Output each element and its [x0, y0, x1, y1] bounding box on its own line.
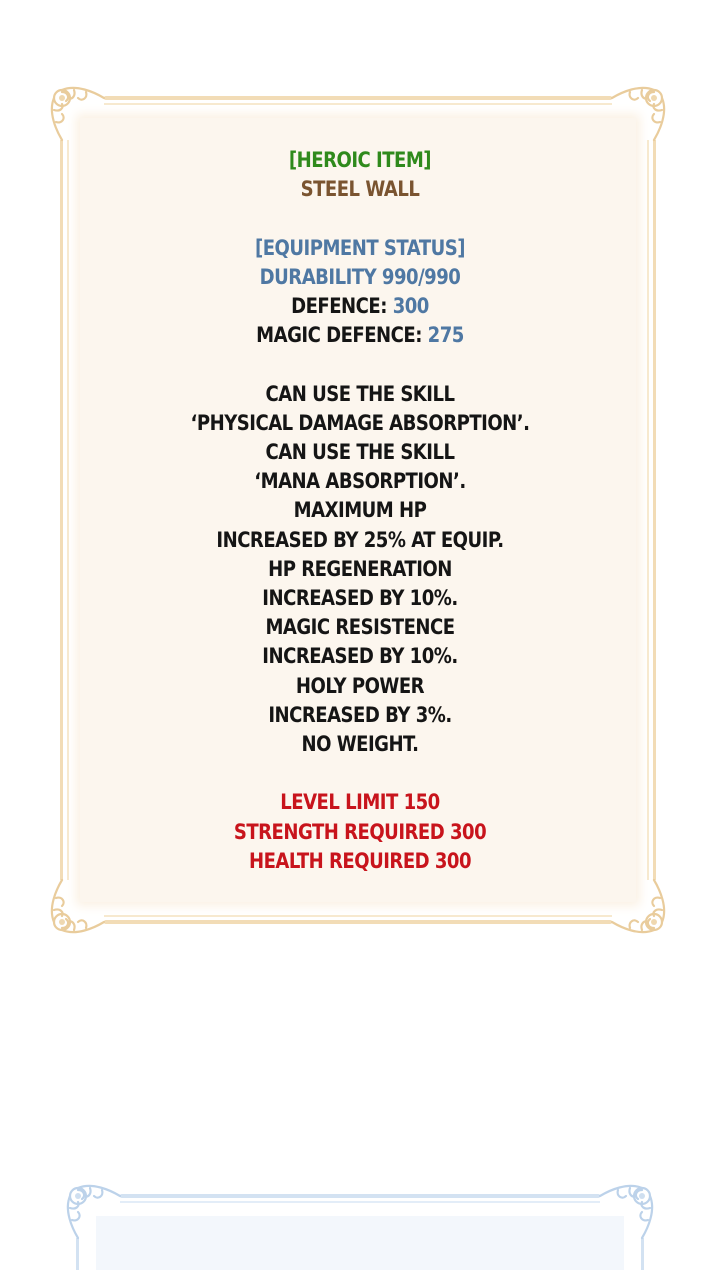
spacer — [119, 350, 601, 379]
effect-line: INCREASED BY 10%. — [262, 644, 458, 669]
effect-line: CAN USE THE SKILL — [265, 440, 455, 464]
frame-border-top-inner — [120, 1201, 600, 1203]
magic-defence-label: MAGIC DEFENCE: — [256, 323, 422, 348]
requirement-line: HEALTH REQUIRED 300 — [248, 848, 472, 873]
effect-line: HP REGENERATION — [268, 556, 452, 581]
durability-stat: DURABILITY 990/990 — [259, 264, 461, 289]
frame-border-top — [104, 96, 612, 100]
frame-border-right-inner — [647, 140, 649, 880]
item-name: STEEL WALL — [300, 177, 420, 202]
effect-line: HOLY POWER — [295, 673, 425, 698]
effect-line: MAXIMUM HP — [293, 498, 427, 523]
defence-label: DEFENCE: — [291, 294, 387, 318]
defence-stat — [119, 292, 601, 321]
ornate-corner-icon — [598, 1180, 658, 1240]
frame-border-left — [76, 1238, 79, 1270]
next-card-panel — [62, 1180, 658, 1270]
effect-line: ‘MANA ABSORPTION’. — [254, 469, 466, 494]
frame-border-bottom-inner — [104, 915, 612, 917]
effect-line: INCREASED BY 10%. — [262, 586, 458, 611]
frame-border-bottom — [104, 920, 612, 924]
next-card-paper — [96, 1216, 624, 1270]
effect-line: INCREASED BY 25% AT EQUIP. — [216, 527, 504, 552]
item-card-text — [119, 146, 601, 876]
frame-border-right — [653, 140, 656, 880]
frame-border-right — [641, 1238, 644, 1270]
spacer — [119, 204, 601, 233]
effect-line: CAN USE THE SKILL — [265, 381, 455, 406]
ornate-corner-icon — [46, 82, 106, 142]
defence-value: 300 — [392, 294, 429, 318]
frame-border-top — [120, 1194, 600, 1198]
effect-line: NO WEIGHT. — [301, 732, 419, 757]
magic-defence-stat — [119, 321, 601, 350]
equipment-status-header: [EQUIPMENT STATUS] — [254, 235, 466, 260]
spacer — [119, 759, 601, 788]
frame-border-left-inner — [67, 140, 69, 880]
frame-border-top-inner — [104, 103, 612, 105]
ornate-corner-icon — [62, 1180, 122, 1240]
ornate-corner-icon — [610, 878, 670, 938]
requirement-line: LEVEL LIMIT 150 — [280, 790, 440, 815]
ornate-corner-icon — [610, 82, 670, 142]
effect-line: MAGIC RESISTENCE — [265, 615, 455, 640]
item-category: [HEROIC ITEM] — [288, 148, 432, 172]
ornate-corner-icon — [46, 878, 106, 938]
magic-defence-value: 275 — [427, 323, 464, 348]
requirement-line: STRENGTH REQUIRED 300 — [233, 819, 487, 844]
effect-line: ‘PHYSICAL DAMAGE ABSORPTION’. — [190, 410, 530, 435]
effect-line: INCREASED BY 3%. — [268, 702, 452, 727]
frame-border-left — [60, 140, 63, 880]
